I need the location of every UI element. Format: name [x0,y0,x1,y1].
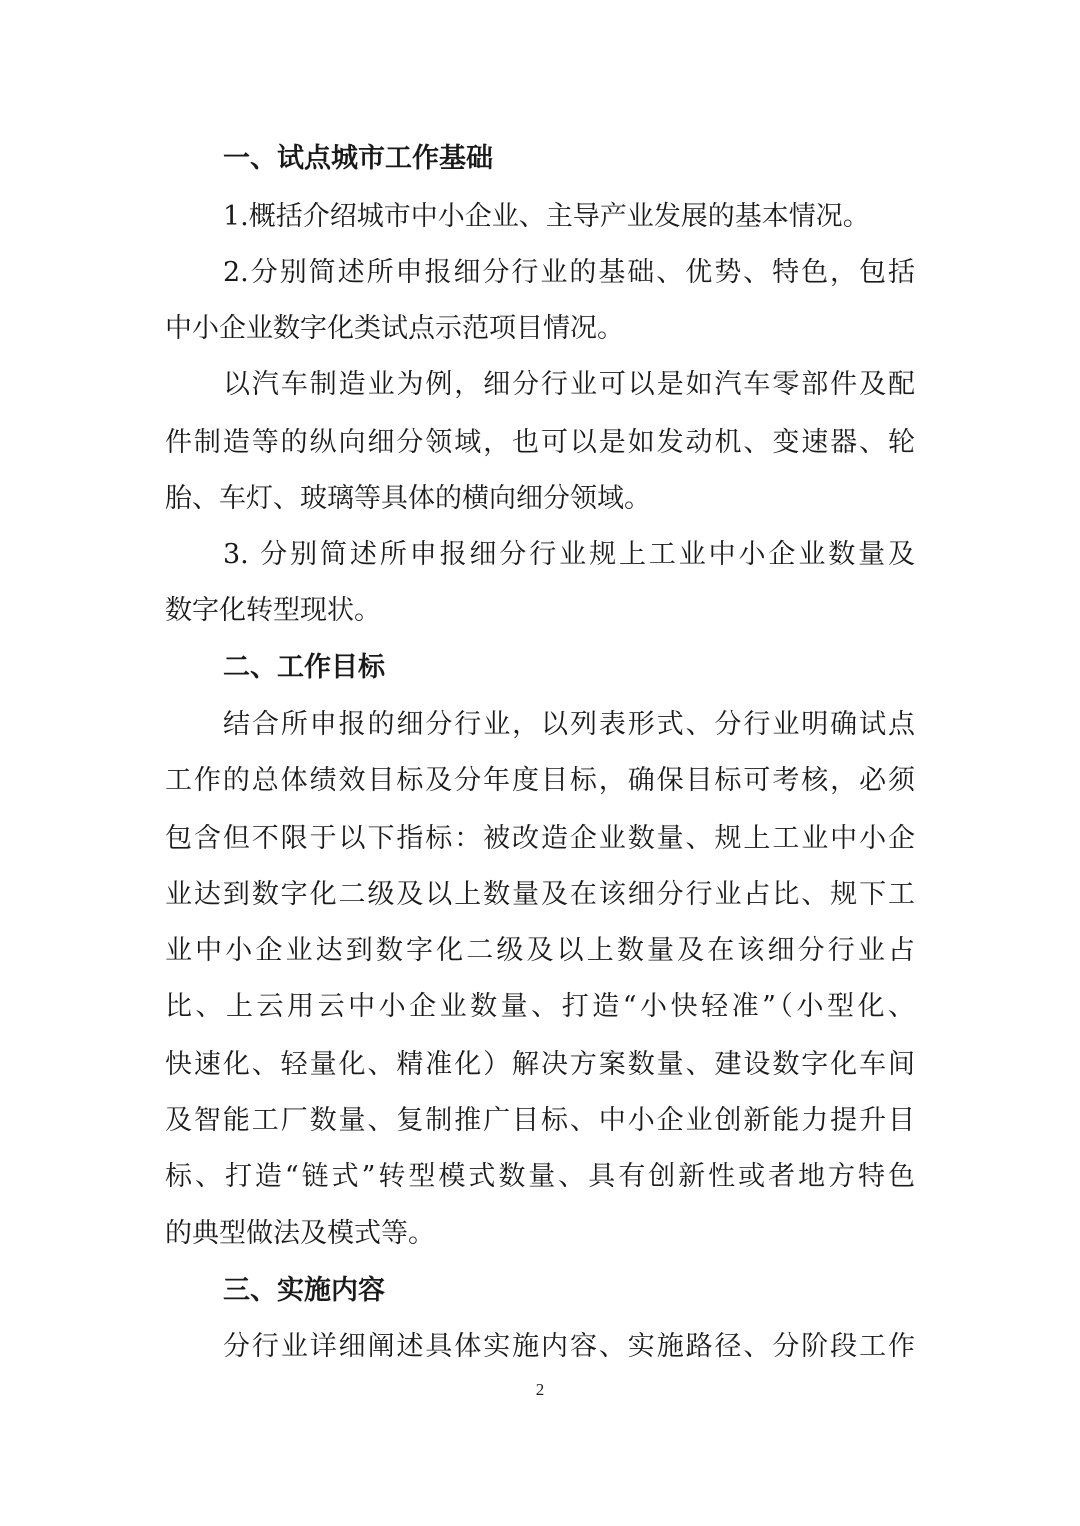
paragraph-line [0,1037,1080,1093]
paragraph-line [0,1093,1080,1149]
paragraph-line [0,753,1080,809]
line-text: 中小企业数字化类试点示范项目情况。 [165,313,624,344]
heading-text: 一、试点城市工作基础 [223,143,493,174]
line-text: 胎、车灯、玻璃等具体的横向细分领域。 [165,483,651,514]
line-text: 件制造等的纵向细分领域，也可以是如发动机、变速器、轮 [165,427,915,458]
line-text: 包含但不限于以下指标：被改造企业数量、规上工业中小企 [165,823,915,854]
paragraph-line [0,301,1080,357]
paragraph-line [0,811,1080,867]
paragraph-line [0,357,1080,413]
paragraph-line [0,415,1080,471]
paragraph-line [0,583,1080,639]
paragraph-line [0,471,1080,527]
line-text: 业达到数字化二级及以上数量及在该细分行业占比、规下工 [165,879,915,910]
line-text: 快速化、轻量化、精准化）解决方案数量、建设数字化车间 [165,1049,915,1080]
paragraph-line [0,923,1080,979]
paragraph-line [0,697,1080,753]
paragraph-line [0,1149,1080,1205]
line-text: 数字化转型现状。 [165,595,381,626]
line-text: 结合所申报的细分行业，以列表形式、分行业明确试点 [223,709,915,740]
paragraph-line [0,1319,1080,1375]
paragraph-line [0,867,1080,923]
line-text: 以汽车制造业为例，细分行业可以是如汽车零部件及配 [223,369,915,400]
line-text: 标、打造“链式”转型模式数量、具有创新性或者地方特色 [165,1161,915,1192]
paragraph-line [0,527,1080,583]
section-heading-2 [0,640,1080,696]
line-text: 3. 分别简述所申报细分行业规上工业中小企业数量及 [223,539,915,570]
paragraph-line [0,979,1080,1035]
line-text: 及智能工厂数量、复制推广目标、中小企业创新能力提升目 [165,1105,915,1136]
paragraph-line [0,245,1080,301]
heading-text: 三、实施内容 [223,1275,385,1306]
line-text: 1.概括介绍城市中小企业、主导产业发展的基本情况。 [223,201,870,232]
line-text: 比、上云用云中小企业数量、打造“小快轻准”（小型化、 [165,991,915,1022]
section-heading-1 [0,131,1080,187]
heading-text: 二、工作目标 [223,652,385,683]
page-number: 2 [535,1380,545,1399]
paragraph-line [0,1206,1080,1262]
line-text: 2.分别简述所申报细分行业的基础、优势、特色，包括 [223,257,915,288]
line-text: 分行业详细阐述具体实施内容、实施路径、分阶段工作 [223,1331,915,1362]
line-text: 的典型做法及模式等。 [165,1218,435,1249]
paragraph-line [0,189,1080,245]
section-heading-3 [0,1263,1080,1319]
line-text: 业中小企业达到数字化二级及以上数量及在该细分行业占 [165,935,915,966]
line-text: 工作的总体绩效目标及分年度目标，确保目标可考核，必须 [165,765,915,796]
